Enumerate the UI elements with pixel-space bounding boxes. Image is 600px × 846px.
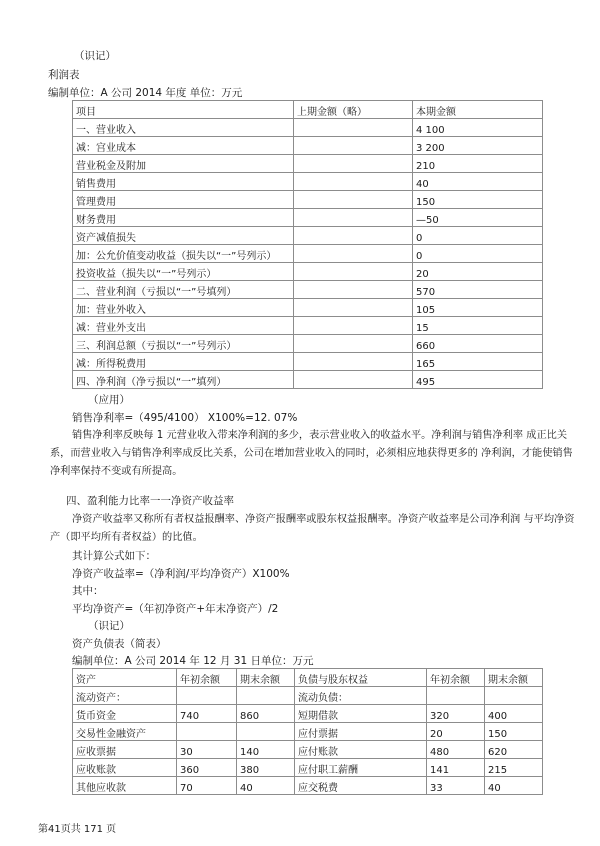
table-cell: 15 (413, 317, 543, 335)
balance-sheet-table (72, 668, 543, 795)
income-row (73, 353, 543, 371)
table-cell (294, 371, 413, 389)
table-cell: 0 (413, 227, 543, 245)
table-cell: 销售费用 (73, 173, 294, 191)
table-cell: 加：公允价值变动收益（损失以“一”号列示） (73, 245, 294, 263)
table-cell: 应收票据 (73, 741, 177, 759)
table-cell (294, 119, 413, 137)
table-cell (294, 209, 413, 227)
table-cell: 150 (413, 191, 543, 209)
table-cell (294, 155, 413, 173)
table-cell: 财务费用 (73, 209, 294, 227)
table-cell: 投资收益（损失以“一”号列示） (73, 263, 294, 281)
table-cell: 480 (427, 741, 485, 759)
table-cell: 40 (485, 777, 543, 795)
balance-subtitle: 编制单位：A 公司 2014 年 12 月 31 日单位：万元 (72, 655, 314, 667)
table-cell: 70 (177, 777, 237, 795)
table-cell: 0 (413, 245, 543, 263)
column-header: 资产 (73, 669, 177, 687)
income-row (73, 245, 543, 263)
table-cell: 应付票据 (295, 723, 427, 741)
table-cell: 三、利润总额（亏损以“一”号列示） (73, 335, 294, 353)
table-header-row (73, 101, 543, 119)
table-cell: 其他应收款 (73, 777, 177, 795)
income-note: （识记） (74, 50, 116, 62)
income-row (73, 119, 543, 137)
table-cell (294, 191, 413, 209)
roe-paragraph: 净资产收益率又称所有者权益报酬率、净资产报酬率或股东权益报酬率。净资产收益率是公司净利润 与平均净资产（即平均所有者权益）的比值。 (50, 514, 575, 543)
table-cell: 一、营业收入 (73, 119, 294, 137)
balance-title: 资产负债表（简表） (72, 638, 167, 650)
column-header: 年初余额 (177, 669, 237, 687)
column-header: 项目 (73, 101, 294, 119)
formula-intro: 其计算公式如下： (72, 550, 156, 562)
income-row (73, 335, 543, 353)
table-cell (294, 263, 413, 281)
table-cell: 20 (427, 723, 485, 741)
table-header-row (73, 669, 543, 687)
table-cell: 短期借款 (295, 705, 427, 723)
table-cell: 495 (413, 371, 543, 389)
table-cell: 105 (413, 299, 543, 317)
income-row (73, 263, 543, 281)
balance-row (73, 723, 543, 741)
apply-note: （应用） (88, 394, 130, 406)
table-cell: 加：营业外收入 (73, 299, 294, 317)
table-cell: 流动负债： (295, 687, 427, 705)
table-cell: 140 (237, 741, 295, 759)
income-row (73, 173, 543, 191)
balance-row (73, 759, 543, 777)
balance-row (73, 741, 543, 759)
table-cell: 40 (237, 777, 295, 795)
income-row (73, 155, 543, 173)
table-cell (294, 317, 413, 335)
table-cell: 二、营业利润（亏损以“一”号填列） (73, 281, 294, 299)
roe-formula: 净资产收益率=（净利润/平均净资产）X100% (72, 568, 290, 580)
table-cell: 30 (177, 741, 237, 759)
income-row (73, 299, 543, 317)
table-cell: 资产减值损失 (73, 227, 294, 245)
table-cell: 740 (177, 705, 237, 723)
table-cell: 流动资产： (73, 687, 177, 705)
table-cell (294, 299, 413, 317)
table-cell: 货币资金 (73, 705, 177, 723)
balance-row (73, 687, 543, 705)
sales-margin-formula: 销售净利率=（495/4100） X100%=12. 07% (72, 412, 298, 424)
column-header: 负债与股东权益 (295, 669, 427, 687)
table-cell: 应收账款 (73, 759, 177, 777)
table-cell: 应付职工薪酬 (295, 759, 427, 777)
table-cell: 380 (237, 759, 295, 777)
table-cell (294, 335, 413, 353)
income-title: 利润表 (48, 69, 80, 81)
section-title: 四、盈利能力比率一一净资产收益率 (66, 495, 234, 507)
table-cell: 减：所得税费用 (73, 353, 294, 371)
column-header: 期末余额 (485, 669, 543, 687)
income-row (73, 227, 543, 245)
table-cell (177, 723, 237, 741)
table-cell: 570 (413, 281, 543, 299)
table-cell: 660 (413, 335, 543, 353)
income-row (73, 209, 543, 227)
table-cell: —50 (413, 209, 543, 227)
sales-margin-paragraph: 销售净利率反映每 1 元营业收入带来净利润的多少，表示营业收入的收益水平。净利润与销售净利率 成正比关系，而营业收入与销售净利率成反比关系，公司在增加营业收入的同时，必须相应地获得更多的 净利润，才能使销售净利率保持不变或有所提高。 (50, 430, 573, 477)
table-cell: 210 (413, 155, 543, 173)
balance-note: （识记） (88, 620, 130, 632)
table-cell: 165 (413, 353, 543, 371)
table-cell (237, 687, 295, 705)
balance-row (73, 777, 543, 795)
income-subtitle: 编制单位：A 公司 2014 年度 单位：万元 (48, 87, 243, 99)
table-cell: 四、净利润（净亏损以“一”填列） (73, 371, 294, 389)
table-cell (485, 687, 543, 705)
income-row (73, 281, 543, 299)
table-cell: 620 (485, 741, 543, 759)
table-cell: 减：宫业成本 (73, 137, 294, 155)
table-cell: 管理费用 (73, 191, 294, 209)
table-cell: 360 (177, 759, 237, 777)
column-header: 上期金额（略） (294, 101, 413, 119)
column-header: 期末余额 (237, 669, 295, 687)
table-cell: 减：营业外支出 (73, 317, 294, 335)
table-cell: 320 (427, 705, 485, 723)
table-cell: 400 (485, 705, 543, 723)
table-cell: 150 (485, 723, 543, 741)
table-cell: 应交税费 (295, 777, 427, 795)
income-row (73, 191, 543, 209)
table-cell: 860 (237, 705, 295, 723)
table-cell: 交易性金融资产 (73, 723, 177, 741)
income-row (73, 371, 543, 389)
income-statement-table (72, 100, 543, 389)
column-header: 本期金额 (413, 101, 543, 119)
table-cell (294, 281, 413, 299)
table-cell: 20 (413, 263, 543, 281)
avg-equity-formula: 平均净资产=（年初净资产+年末净资产）/2 (72, 603, 279, 615)
table-cell: 215 (485, 759, 543, 777)
table-cell (294, 227, 413, 245)
where-label: 其中： (72, 585, 104, 597)
table-cell (237, 723, 295, 741)
table-cell: 4 100 (413, 119, 543, 137)
table-cell: 3 200 (413, 137, 543, 155)
table-cell: 营业税金及附加 (73, 155, 294, 173)
table-cell (177, 687, 237, 705)
table-cell: 141 (427, 759, 485, 777)
table-cell: 33 (427, 777, 485, 795)
column-header: 年初余额 (427, 669, 485, 687)
income-row (73, 317, 543, 335)
table-cell: 40 (413, 173, 543, 191)
table-cell (294, 245, 413, 263)
balance-row (73, 705, 543, 723)
table-cell (294, 173, 413, 191)
table-cell (427, 687, 485, 705)
page-footer: 第41页共 171 页 (38, 824, 117, 835)
income-row (73, 137, 543, 155)
table-cell (294, 353, 413, 371)
table-cell: 应付账款 (295, 741, 427, 759)
table-cell (294, 137, 413, 155)
